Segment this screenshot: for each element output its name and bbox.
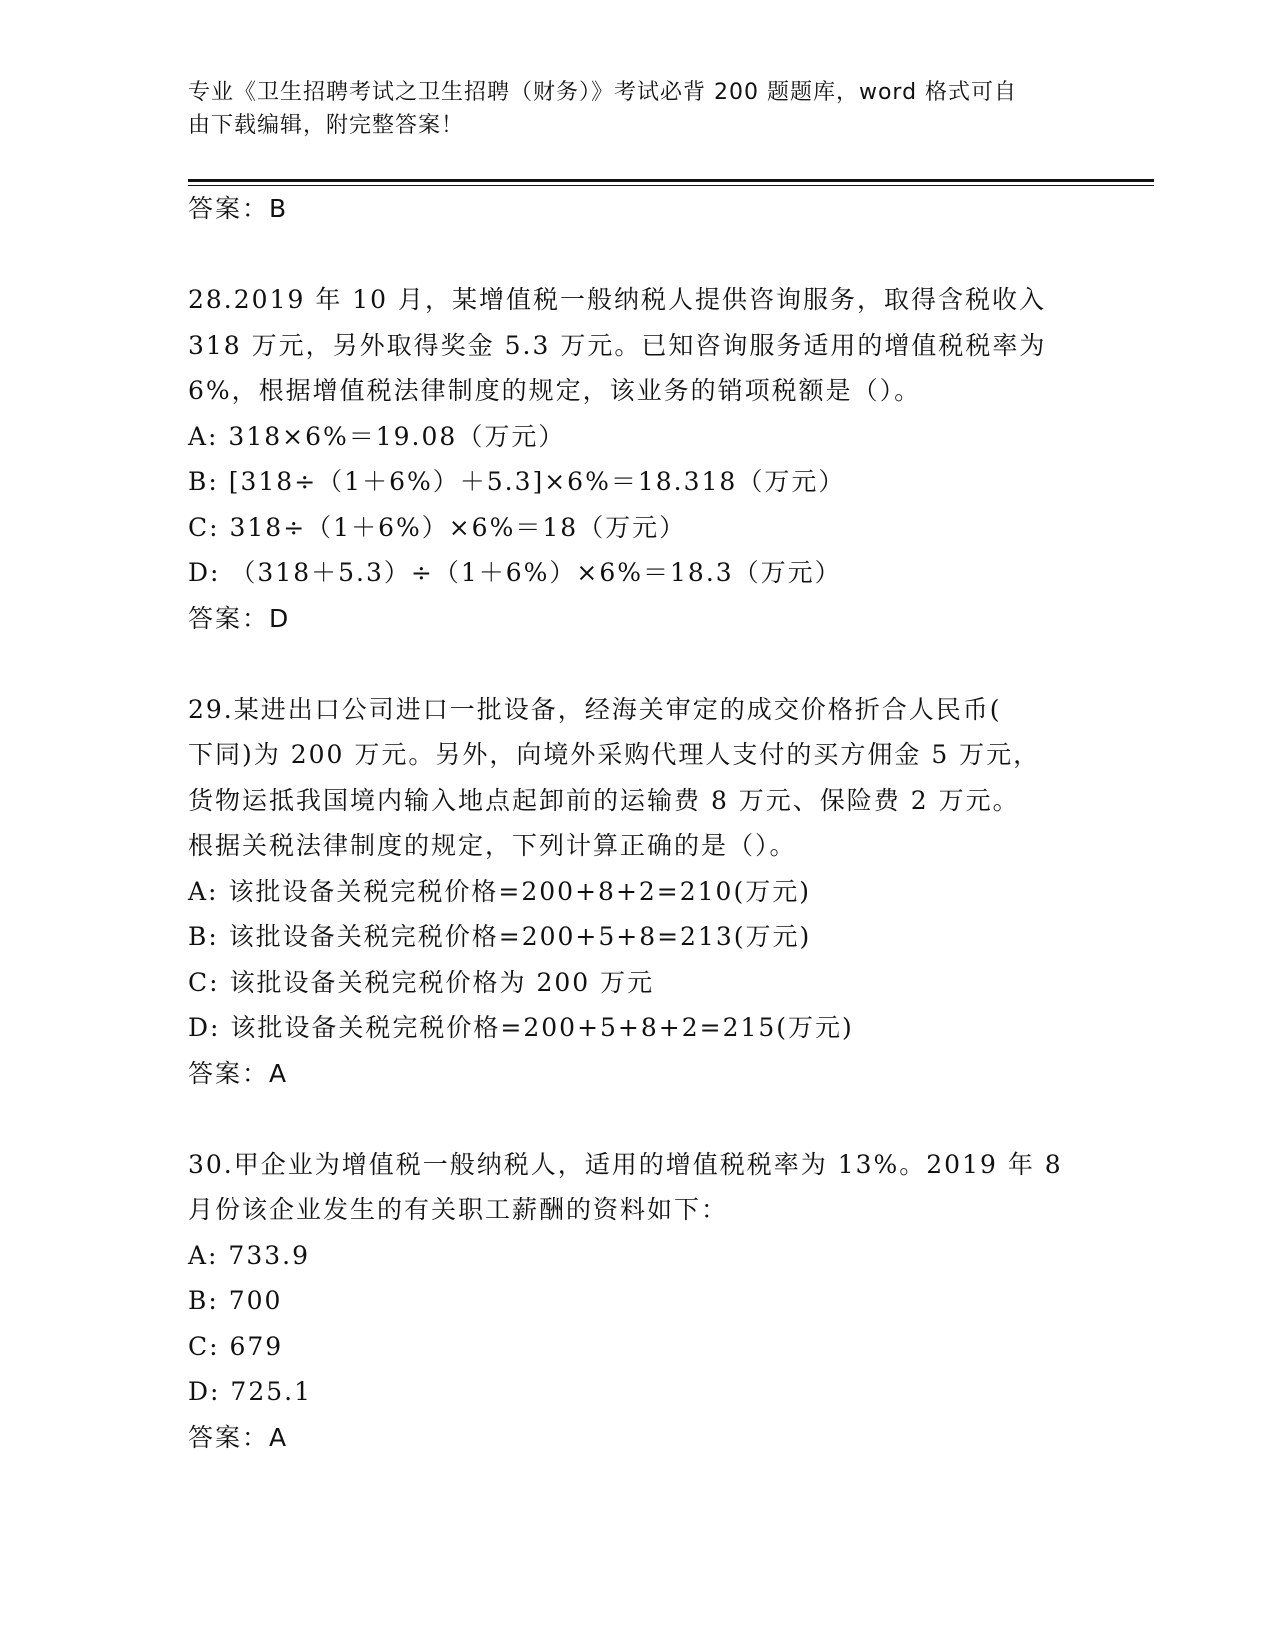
- option-a: A: 733.9: [188, 1240, 310, 1270]
- question-stem-line: 货物运抵我国境内输入地点起卸前的运输费 8 万元、保险费 2 万元。: [188, 785, 1020, 815]
- option-d: D: （318＋5.3）÷（1＋6%）×6%＝18.3（万元）: [188, 558, 842, 587]
- question-stem-line: 29.某进出口公司进口一批设备，经海关审定的成交价格折合人民币(: [188, 694, 1002, 724]
- option-d: D: 该批设备关税完税价格=200+5+8+2=215(万元): [188, 1013, 854, 1042]
- question-stem-line: 6%，根据增值税法律制度的规定，该业务的销项税额是（）。: [188, 376, 922, 405]
- question-30: [188, 1142, 1088, 1461]
- header-line-2: 由下载编辑，附完整答案！: [188, 113, 465, 138]
- question-list: [188, 186, 1088, 1460]
- option-a: A: 该批设备关税完税价格=200+8+2=210(万元): [188, 876, 811, 906]
- question-stem-line: 28.2019 年 10 月，某增值税一般纳税人提供咨询服务，取得含税收入: [188, 285, 1047, 314]
- option-b: B: 700: [188, 1286, 283, 1315]
- option-a: A: 318×6%＝19.08（万元）: [188, 421, 566, 451]
- question-stem-line: 30.甲企业为增值税一般纳税人，适用的增值税税率为 13%。2019 年 8: [188, 1149, 1063, 1179]
- question-stem-line: 下同)为 200 万元。另外，向境外采购代理人支付的买方佣金 5 万元，: [188, 740, 1041, 769]
- answer-line: 答案：D: [188, 603, 291, 633]
- option-b: B: [318÷（1＋6%）＋5.3]×6%＝18.318（万元）: [188, 467, 846, 496]
- option-c: C: 该批设备关税完税价格为 200 万元: [188, 967, 655, 997]
- option-d: D: 725.1: [188, 1377, 312, 1406]
- option-c: C: 679: [188, 1331, 284, 1361]
- question-29: [188, 687, 1088, 1097]
- option-c: C: 318÷（1＋6%）×6%＝18（万元）: [188, 512, 687, 542]
- answer-line: 答案：A: [188, 1422, 289, 1452]
- answer-line: 答案：A: [188, 1058, 289, 1088]
- question-28: [188, 277, 1088, 641]
- previous-answer: 答案：B: [188, 194, 289, 223]
- question-stem-line: 月份该企业发生的有关职工薪酬的资料如下：: [188, 1195, 729, 1224]
- header-divider-thick: [188, 179, 1154, 182]
- option-b: B: 该批设备关税完税价格=200+5+8=213(万元): [188, 922, 812, 951]
- spacer: [188, 641, 1088, 687]
- header-line-1: 专业《卫生招聘考试之卫生招聘（财务）》考试必背 200 题题库，word 格式可自: [188, 80, 1018, 105]
- spacer: [188, 232, 1088, 278]
- question-stem-line: 根据关税法律制度的规定，下列计算正确的是（）。: [188, 831, 797, 860]
- document-header: [188, 76, 1068, 142]
- spacer: [188, 1096, 1088, 1142]
- question-stem-line: 318 万元，另外取得奖金 5.3 万元。已知咨询服务适用的增值税税率为: [188, 330, 1047, 360]
